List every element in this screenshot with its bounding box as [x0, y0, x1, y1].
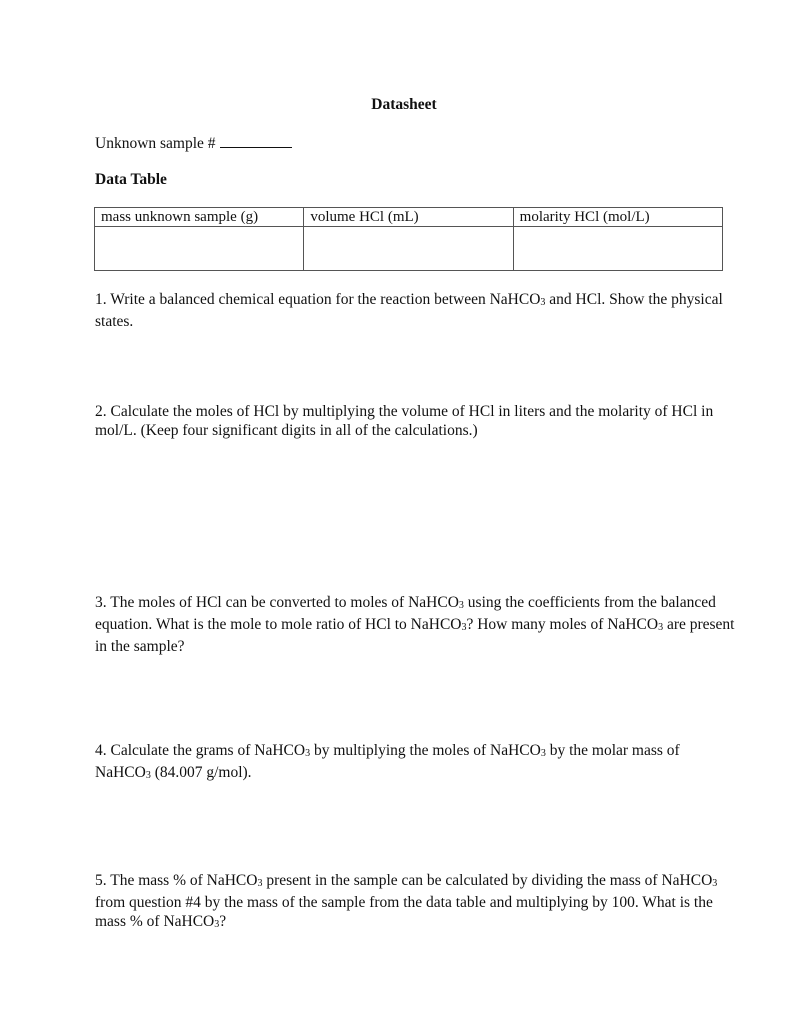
data-table-entry-row [95, 227, 723, 271]
question-1-number: 1. [95, 291, 107, 308]
question-1: 1. Write a balanced chemical equation for the reaction between NaHCO$_3$ and HCl. Show the physical states. [95, 291, 723, 330]
cell-mass-unknown-sample[interactable] [95, 227, 304, 271]
question-3-number: 3. [95, 594, 107, 611]
data-table-heading: Data Table [95, 171, 167, 188]
question-2-number: 2. [95, 403, 107, 420]
cell-volume-hcl[interactable] [304, 227, 513, 271]
question-4: 4. Calculate the grams of NaHCO$_3$ by multiplying the moles of NaHCO$_3$ by the molar mass of NaHCO$_3$ (84.007 g/mol). [95, 742, 680, 781]
data-table-header-row [95, 208, 723, 227]
column-mass-unknown-sample: mass unknown sample (g) [95, 208, 304, 227]
unknown-sample-label: Unknown sample # [95, 135, 216, 152]
question-4-number: 4. [95, 742, 107, 759]
unknown-sample-line [95, 134, 292, 153]
unknown-sample-blank [220, 134, 292, 148]
data-table [94, 207, 723, 271]
question-3: 3. The moles of HCl can be converted to moles of NaHCO$_3$ using the coefficients from the balanced equation. What is the mole to mole ratio of HCl to NaHCO$_3$? How many moles of NaHCO$_3$ are present in the sample? [95, 594, 735, 655]
column-volume-hcl: volume HCl (mL) [304, 208, 513, 227]
question-2: 2. Calculate the moles of HCl by multiplying the volume of HCl in liters and the molarity of HCl in mol/L. (Keep four significant digits in all of the calculations.) [95, 403, 714, 439]
column-molarity-hcl: molarity HCl (mol/L) [513, 208, 722, 227]
cell-molarity-hcl[interactable] [513, 227, 722, 271]
question-5-number: 5. [95, 872, 107, 889]
question-5: 5. The mass % of NaHCO$_3$ present in the sample can be calculated by dividing the mass of NaHCO$_3$ from question #4 by the mass of the sample from the data table and multiplying by 100. What is the mass % of NaHCO$_3$? [95, 872, 718, 930]
page-title: Datasheet [371, 96, 437, 113]
